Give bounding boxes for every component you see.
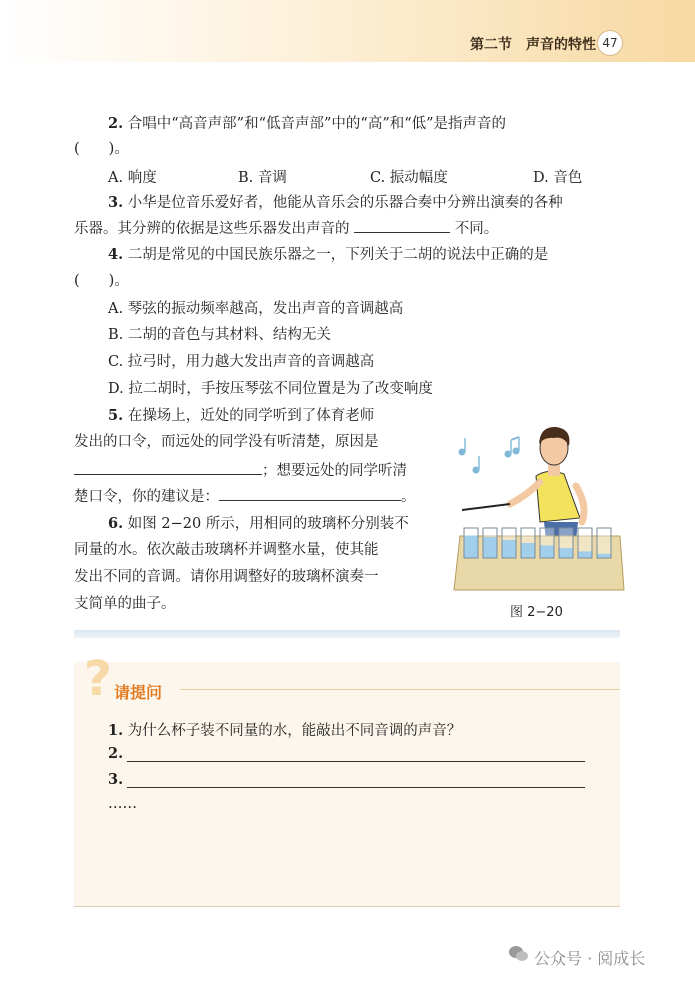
figure-caption: 图 2−20	[510, 605, 563, 620]
glass-cup	[578, 528, 592, 558]
q2-option-d: D. 音色	[533, 170, 583, 186]
glass-cup	[502, 528, 516, 558]
q2-option-c: C. 振动幅度	[370, 170, 448, 186]
glass-cup	[483, 528, 497, 558]
q3-number: 3.	[108, 194, 124, 211]
q5-reason-blank[interactable]	[74, 460, 262, 475]
page-number: 47	[597, 30, 623, 56]
glass-cup	[464, 528, 478, 558]
glass-cup	[521, 528, 535, 558]
ask-question-2-line[interactable]	[127, 761, 585, 762]
q2-option-a: A. 响度	[108, 170, 157, 186]
boy-figure	[462, 427, 584, 540]
watermark-text: 公众号 · 阅成长	[534, 949, 646, 968]
q4-line2: ( )。	[74, 273, 129, 289]
glass-cup	[540, 528, 554, 558]
q2-number: 2.	[108, 115, 124, 132]
q6-line3: 发出不同的音调。请你用调整好的玻璃杯演奏一	[74, 569, 379, 585]
question-mark-icon: ?	[84, 651, 112, 707]
ask-question-3-number: 3.	[108, 771, 124, 788]
figure-boy-glasses	[448, 418, 628, 598]
ask-question-2-number: 2.	[108, 745, 124, 762]
q5-suggestion-blank[interactable]	[219, 486, 401, 501]
ask-ellipsis: ……	[108, 796, 137, 812]
ask-title: 请提问	[114, 683, 163, 702]
q6-line4: 支简单的曲子。	[74, 596, 176, 612]
section-divider	[74, 630, 620, 638]
q4-option-d: D. 拉二胡时，手按压琴弦不同位置是为了改变响度	[108, 381, 433, 397]
glass-cup	[559, 528, 573, 558]
section-title: 第二节 声音的特性	[470, 37, 596, 53]
q2-line1: 2. 合唱中“高音声部”和“低音声部”中的“高”和“低”是指声音的	[108, 115, 507, 132]
q3-line1: 3. 小华是位音乐爱好者，他能从音乐会的乐器合奏中分辨出演奏的各种	[108, 194, 563, 211]
q5-line2: 发出的口令，而远处的同学没有听清楚，原因是	[74, 434, 379, 450]
ask-question-3-line[interactable]	[127, 787, 585, 788]
q4-number: 4.	[108, 246, 124, 263]
q2-line2: ( )。	[74, 141, 129, 157]
q6-line2: 同量的水。依次敲击玻璃杯并调整水量，使其能	[74, 542, 379, 558]
q4-option-b: B. 二胡的音色与其材料、结构无关	[108, 327, 331, 343]
glass-cup	[597, 528, 611, 558]
q5-line1: 5. 在操场上，近处的同学听到了体育老师	[108, 407, 375, 424]
q4-option-c: C. 拉弓时，用力越大发出声音的音调越高	[108, 354, 375, 370]
q5-line3: ；想要远处的同学听清	[74, 460, 407, 481]
music-note-icon	[459, 437, 519, 473]
q4-line1: 4. 二胡是常见的中国民族乐器之一，下列关于二胡的说法中正确的是	[108, 246, 549, 263]
ask-question-1: 1. 为什么杯子装不同量的水，能敲出不同音调的声音？	[108, 722, 462, 739]
q6-number: 6.	[108, 515, 124, 532]
ask-title-underline	[180, 689, 620, 690]
q4-option-a: A. 琴弦的振动频率越高，发出声音的音调越高	[108, 301, 404, 317]
q2-option-b: B. 音调	[238, 170, 287, 186]
wechat-icon	[508, 944, 530, 964]
q5-line4: 楚口令，你的建议是： 。	[74, 486, 416, 507]
q3-line2: 乐器。其分辨的依据是这些乐器发出声音的 不同。	[74, 218, 498, 239]
q6-line1: 6. 如图 2−20 所示，用相同的玻璃杯分别装不	[108, 515, 409, 532]
q5-number: 5.	[108, 407, 124, 424]
q3-answer-blank[interactable]	[354, 218, 450, 233]
